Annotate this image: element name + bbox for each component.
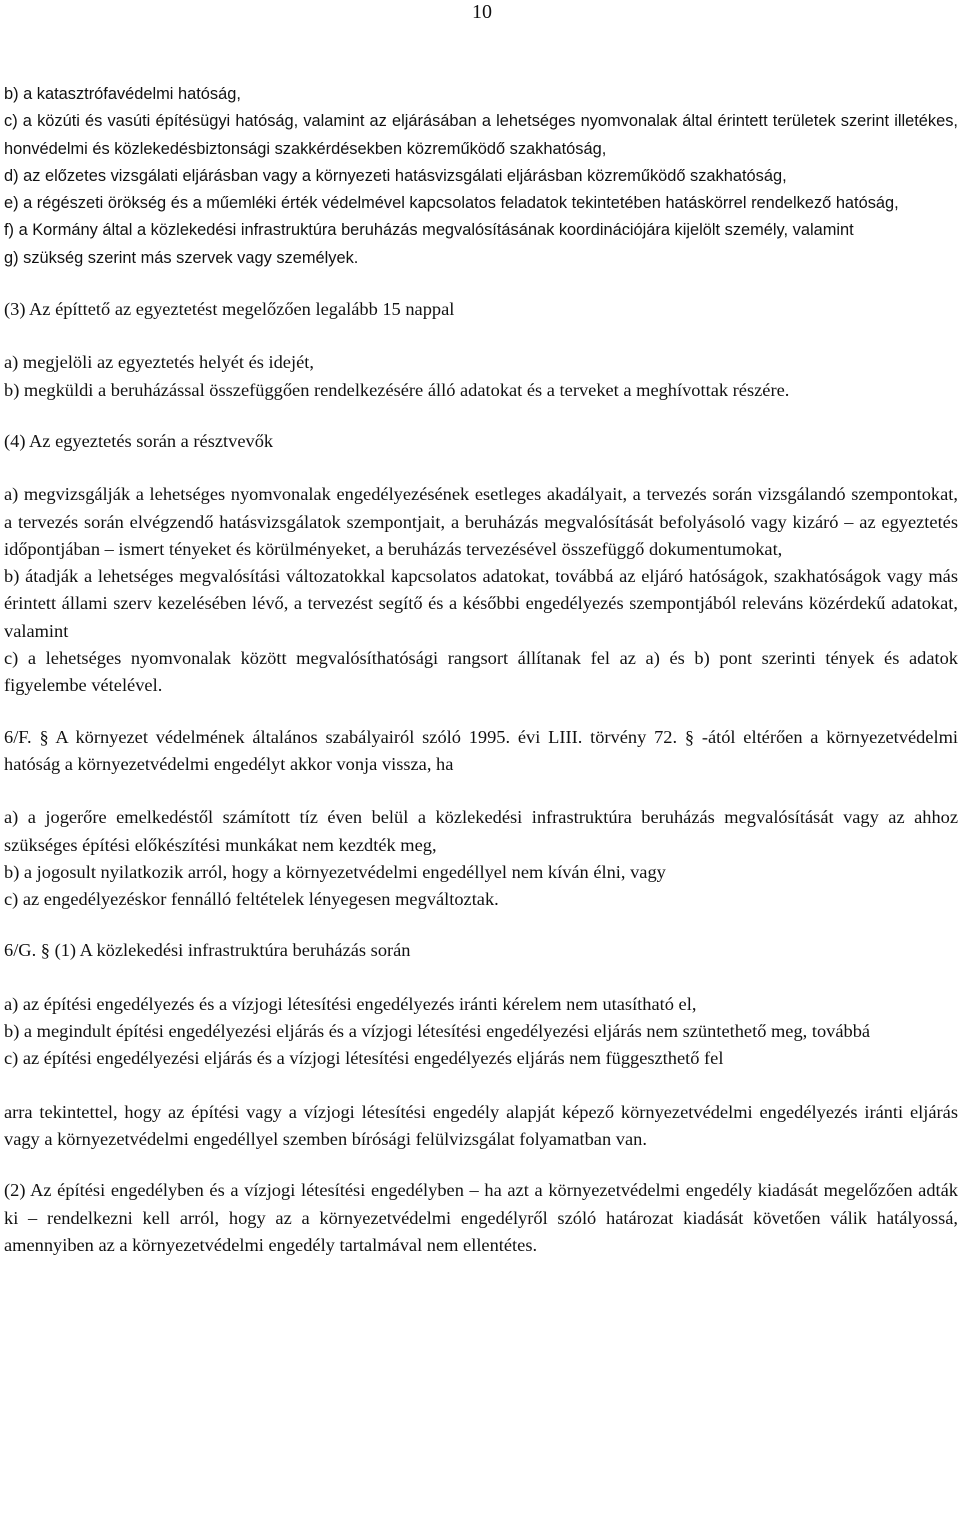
list-item: g) szükség szerint más szervek vagy személyek. [4,248,359,267]
list-item: b) megküldi a beruházással összefüggően rendelkezésére álló adatokat és a terveket a meghívottak részére. [4,379,790,400]
list-item: a) megvizsgálják a lehetséges nyomvonalak engedélyezésének esetleges akadályait, a tervezés során vizsgálandó szempontokat, a tervezés során elvégzendő hatásvizsgálatok szempontjait, a beruházás megvalósítását befolyásoló vagy kizáró – az egyeztetés időpontjában – ismert tényeket és körülményeket, a beruházás tervezésével összefüggő dokumentumokat, [4,484,958,559]
section-6g-paragraph-2: (2) Az építési engedélyben és a vízjogi létesítési engedélyben – ha azt a környezetvédelmi engedély kiadását megelőzően adták ki – rendelkezni kell arról, hogy az a környezetvédelmi engedélyről szóló határozat kiadását követően válik hatályossá, amennyiben az a környezetvédelmi engedély tartalmával nem ellentétes. [4,1180,958,1255]
list-item: a) megjelöli az egyeztetés helyét és idejét, [4,352,314,373]
section-6f-intro: 6/F. § A környezet védelmének általános szabályairól szóló 1995. évi LIII. törvény 72. § -ától eltérően a környezetvédelmi hatóság a környezetvédelmi engedélyt akkor vonja vissza, ha [4,726,958,774]
list-item: e) a régészeti örökség és a műemléki érték védelmével kapcsolatos feladatok tekintetében hatáskörrel rendelkező hatóság, [4,194,899,213]
page-number: 10 [472,1,492,23]
list-item: a) a jogerőre emelkedéstől számított tíz éven belül a közlekedési infrastruktúra beruházás megvalósítását vagy az ahhoz szükséges építési előkészítési munkákat nem kezdték meg, [4,807,958,855]
list-item: b) a jogosult nyilatkozik arról, hogy a környezetvédelmi engedéllyel nem kíván élni, vagy [4,861,666,882]
list-item: b) átadják a lehetséges megvalósítási változatokkal kapcsolatos adatokat, továbbá az eljáró hatóságok, szakhatóságok vagy más érintett állami szerv kezelésében lévő, a tervezést segítő és a későbbi engedélyezés szempontjából releváns közérdekű adatokat, valamint [4,566,958,641]
document-body [4,81,958,1259]
list-item: d) az előzetes vizsgálati eljárásban vagy a környezeti hatásvizsgálati eljárásban közreműködő szakhatóság, [4,166,787,185]
list-item: a) az építési engedélyezés és a vízjogi létesítési engedélyezés iránti kérelem nem utasítható el, [4,993,697,1014]
list-item: c) a közúti és vasúti építésügyi hatóság, valamint az eljárásában a lehetséges nyomvonalak által érintett területek szerint illetékes, honvédelmi és közlekedésbiztonsági szakkérdésekben közreműködő szakhatóság, [4,112,958,158]
section-6g-tail: arra tekintettel, hogy az építési vagy a vízjogi létesítési engedély alapját képező környezetvédelmi engedélyezés iránti eljárás vagy a környezetvédelmi engedéllyel szemben bírósági felülvizsgálat folyamatban van. [4,1101,958,1149]
list-item: f) a Kormány által a közlekedési infrastruktúra beruházás megvalósításának koordinációjára kijelölt személy, valamint [4,221,854,240]
list-item: b) a katasztrófavédelmi hatóság, [4,85,241,103]
list-item: c) az engedélyezéskor fennálló feltételek lényegesen megváltoztak. [4,889,499,910]
section-6g-intro: 6/G. § (1) A közlekedési infrastruktúra beruházás során [4,940,411,961]
paragraph-3-intro: (3) Az építtető az egyeztetést megelőzően legalább 15 nappal [4,299,455,320]
list-item: b) a megindult építési engedélyezési eljárás és a vízjogi létesítési engedélyezési eljárás nem szüntethető meg, továbbá [4,1021,871,1042]
paragraph-4-intro: (4) Az egyeztetés során a résztvevők [4,430,274,451]
list-item: c) a lehetséges nyomvonalak között megvalósíthatósági rangsort állítanak fel az a) és b) pont szerinti tények és adatok figyelembe vételével. [4,648,958,696]
list-item: c) az építési engedélyezési eljárás és a vízjogi létesítési engedélyezés eljárás nem függeszthető fel [4,1048,724,1069]
